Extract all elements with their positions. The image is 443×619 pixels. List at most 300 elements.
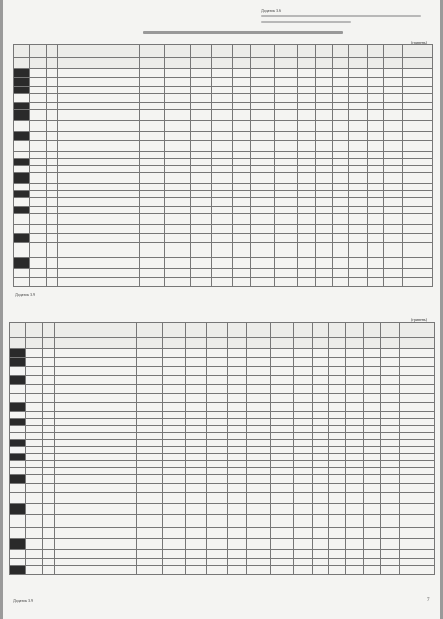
table-cell	[190, 159, 211, 166]
table-cell	[402, 269, 432, 278]
table-cell	[26, 403, 42, 412]
table-cell	[402, 243, 432, 258]
table-cell	[190, 207, 211, 214]
table-cell	[46, 132, 58, 141]
table-cell	[10, 440, 26, 447]
table-cell	[367, 45, 383, 58]
table-cell	[228, 403, 247, 412]
table-cell	[228, 504, 247, 515]
table-cell	[26, 504, 42, 515]
table-cell	[329, 475, 345, 484]
table-cell	[399, 433, 434, 440]
table-cell	[14, 87, 30, 94]
table-row	[10, 461, 435, 468]
table-cell	[274, 78, 297, 87]
table-cell	[46, 58, 58, 69]
table-cell	[190, 234, 211, 243]
table-cell	[251, 198, 274, 207]
table-cell	[207, 493, 228, 504]
table-cell	[402, 58, 432, 69]
table-cell	[58, 45, 139, 58]
table-row	[10, 376, 435, 385]
table-cell	[42, 484, 54, 493]
table-cell	[247, 559, 270, 566]
table-cell	[312, 447, 328, 454]
table-cell	[399, 440, 434, 447]
table-cell	[345, 419, 364, 426]
table-cell	[329, 440, 345, 447]
table-cell	[139, 141, 165, 152]
table-cell	[332, 214, 348, 225]
table-cell	[54, 484, 136, 493]
table-cell	[349, 191, 368, 198]
table-cell	[165, 278, 191, 287]
table-cell	[383, 78, 402, 87]
table-cell	[270, 461, 293, 468]
table-cell	[349, 87, 368, 94]
table-cell	[380, 338, 399, 349]
table-cell	[364, 539, 380, 550]
table-cell	[247, 376, 270, 385]
table-cell	[247, 461, 270, 468]
table-cell	[251, 141, 274, 152]
table-cell	[329, 566, 345, 575]
table-cell	[294, 376, 313, 385]
table-cell	[211, 234, 232, 243]
table-cell	[186, 493, 207, 504]
table-cell	[207, 447, 228, 454]
table-cell	[162, 440, 185, 447]
table-row	[10, 566, 435, 575]
table-cell	[345, 528, 364, 539]
table-cell	[58, 141, 139, 152]
table-row	[10, 433, 435, 440]
table-cell	[329, 447, 345, 454]
table-cell	[30, 58, 46, 69]
table-cell	[251, 207, 274, 214]
table-cell	[274, 234, 297, 243]
table-cell	[364, 394, 380, 403]
table-cell	[190, 132, 211, 141]
table-cell	[270, 454, 293, 461]
table-cell	[364, 493, 380, 504]
table-cell	[162, 566, 185, 575]
table-cell	[10, 403, 26, 412]
table-cell	[211, 94, 232, 103]
table-cell	[46, 121, 58, 132]
table-cell	[312, 504, 328, 515]
table-cell	[211, 198, 232, 207]
table-cell	[136, 440, 162, 447]
table-row	[10, 367, 435, 376]
table-cell	[270, 426, 293, 433]
table-cell	[399, 550, 434, 559]
table-cell	[294, 539, 313, 550]
table-cell	[30, 173, 46, 184]
table-cell	[54, 323, 136, 338]
table-cell	[399, 566, 434, 575]
table-row	[10, 385, 435, 394]
table-cell	[312, 440, 328, 447]
table-cell	[211, 159, 232, 166]
table-cell	[297, 173, 316, 184]
table-cell	[312, 468, 328, 475]
table-cell	[380, 566, 399, 575]
table-cell	[274, 207, 297, 214]
table-cell	[247, 493, 270, 504]
table-cell	[26, 440, 42, 447]
table-cell	[329, 367, 345, 376]
table-cell	[228, 515, 247, 528]
table-cell	[332, 258, 348, 269]
table-row	[10, 419, 435, 426]
table-cell	[228, 426, 247, 433]
table-cell	[399, 484, 434, 493]
table-cell	[297, 184, 316, 191]
table-cell	[30, 45, 46, 58]
table-cell	[247, 358, 270, 367]
table-cell	[228, 376, 247, 385]
table-cell	[367, 141, 383, 152]
table-cell	[402, 234, 432, 243]
table-cell	[42, 385, 54, 394]
table-cell	[30, 191, 46, 198]
table-cell	[186, 349, 207, 358]
table-cell	[297, 234, 316, 243]
table-row	[10, 454, 435, 461]
table-cell	[54, 403, 136, 412]
table-cell	[364, 323, 380, 338]
table-cell	[186, 419, 207, 426]
table-cell	[186, 539, 207, 550]
table-cell	[345, 376, 364, 385]
table-cell	[399, 493, 434, 504]
table-cell	[247, 412, 270, 419]
table-cell	[232, 110, 251, 121]
table-cell	[190, 152, 211, 159]
table-cell	[228, 385, 247, 394]
table-cell	[58, 269, 139, 278]
table-cell	[383, 278, 402, 287]
table-cell	[58, 58, 139, 69]
table-cell	[274, 121, 297, 132]
table-cell	[294, 468, 313, 475]
table-cell	[329, 515, 345, 528]
table-cell	[211, 191, 232, 198]
table-cell	[26, 484, 42, 493]
table-cell	[42, 323, 54, 338]
table-cell	[294, 338, 313, 349]
table-cell	[345, 338, 364, 349]
table-cell	[54, 412, 136, 419]
table-cell	[42, 493, 54, 504]
table-cell	[207, 403, 228, 412]
table-cell	[349, 159, 368, 166]
table-cell	[270, 504, 293, 515]
table-cell	[232, 207, 251, 214]
table-cell	[46, 225, 58, 234]
table-cell	[274, 69, 297, 78]
table-cell	[274, 173, 297, 184]
table-cell	[46, 173, 58, 184]
table-row	[10, 504, 435, 515]
table-cell	[367, 225, 383, 234]
table-cell	[46, 184, 58, 191]
table-cell	[270, 367, 293, 376]
table-cell	[364, 550, 380, 559]
table-cell	[42, 528, 54, 539]
annex-text-line	[261, 21, 351, 23]
table-row	[10, 528, 435, 539]
table-cell	[364, 349, 380, 358]
table-cell	[228, 367, 247, 376]
table-cell	[274, 87, 297, 94]
table-cell	[190, 214, 211, 225]
table-cell	[58, 87, 139, 94]
table-cell	[251, 234, 274, 243]
table-cell	[162, 475, 185, 484]
table-cell	[329, 559, 345, 566]
table-cell	[316, 45, 332, 58]
table-cell	[402, 103, 432, 110]
table-row	[10, 559, 435, 566]
table-row	[10, 475, 435, 484]
table-cell	[270, 323, 293, 338]
table-cell	[329, 550, 345, 559]
table-cell	[329, 504, 345, 515]
table-cell	[190, 269, 211, 278]
table-cell	[228, 468, 247, 475]
table-cell	[46, 159, 58, 166]
table-cell	[380, 358, 399, 367]
table-cell	[380, 475, 399, 484]
table-cell	[42, 468, 54, 475]
table-cell	[232, 198, 251, 207]
table-cell	[367, 173, 383, 184]
table-cell	[297, 159, 316, 166]
table-cell	[332, 94, 348, 103]
table-cell	[349, 103, 368, 110]
table-cell	[42, 426, 54, 433]
table-cell	[380, 403, 399, 412]
table-cell	[232, 58, 251, 69]
table-cell	[58, 191, 139, 198]
table-cell	[297, 191, 316, 198]
table-cell	[207, 515, 228, 528]
table-cell	[42, 475, 54, 484]
table-row	[14, 103, 433, 110]
table-cell	[251, 258, 274, 269]
table-cell	[345, 447, 364, 454]
table-cell	[26, 385, 42, 394]
table-cell	[312, 454, 328, 461]
table-cell	[247, 349, 270, 358]
table-cell	[294, 358, 313, 367]
table-cell	[332, 132, 348, 141]
table-cell	[380, 539, 399, 550]
table-cell	[316, 234, 332, 243]
table-cell	[162, 376, 185, 385]
table-row	[14, 234, 433, 243]
table-cell	[139, 103, 165, 110]
table-cell	[139, 121, 165, 132]
table-cell	[247, 419, 270, 426]
table-cell	[165, 191, 191, 198]
table-cell	[207, 367, 228, 376]
table-cell	[54, 550, 136, 559]
table-cell	[10, 550, 26, 559]
table-cell	[251, 278, 274, 287]
table-cell	[211, 152, 232, 159]
table-cell	[26, 338, 42, 349]
table-cell	[165, 173, 191, 184]
table-cell	[26, 447, 42, 454]
table-cell	[349, 278, 368, 287]
table-cell	[136, 539, 162, 550]
table-cell	[207, 468, 228, 475]
table-row	[10, 358, 435, 367]
table-cell	[228, 461, 247, 468]
table-cell	[364, 440, 380, 447]
table-cell	[349, 69, 368, 78]
table-cell	[399, 403, 434, 412]
table-cell	[186, 504, 207, 515]
table-cell	[399, 475, 434, 484]
table-cell	[367, 207, 383, 214]
table-cell	[232, 278, 251, 287]
table-cell	[367, 69, 383, 78]
table-cell	[312, 461, 328, 468]
table-cell	[58, 173, 139, 184]
table-row	[14, 258, 433, 269]
table-cell	[294, 385, 313, 394]
table-cell	[139, 87, 165, 94]
table-cell	[54, 385, 136, 394]
table-cell	[251, 78, 274, 87]
table-cell	[294, 433, 313, 440]
table-cell	[332, 198, 348, 207]
table-cell	[274, 94, 297, 103]
table-cell	[364, 403, 380, 412]
table-cell	[399, 349, 434, 358]
table-cell	[58, 184, 139, 191]
table-cell	[10, 419, 26, 426]
table-cell	[139, 234, 165, 243]
table-cell	[232, 225, 251, 234]
table-cell	[294, 426, 313, 433]
table-cell	[228, 566, 247, 575]
table-cell	[332, 278, 348, 287]
table-cell	[207, 454, 228, 461]
table-cell	[190, 278, 211, 287]
table-cell	[247, 468, 270, 475]
table-cell	[274, 103, 297, 110]
table-cell	[367, 87, 383, 94]
table-cell	[58, 258, 139, 269]
table-cell	[186, 338, 207, 349]
table-cell	[30, 166, 46, 173]
table-cell	[165, 78, 191, 87]
table-cell	[190, 198, 211, 207]
table-cell	[54, 461, 136, 468]
table-cell	[10, 367, 26, 376]
table-cell	[270, 559, 293, 566]
table-cell	[312, 412, 328, 419]
table-cell	[316, 152, 332, 159]
table-cell	[383, 225, 402, 234]
table-row	[14, 132, 433, 141]
table-cell	[399, 454, 434, 461]
table-cell	[190, 225, 211, 234]
table-cell	[190, 166, 211, 173]
table-cell	[399, 515, 434, 528]
table-cell	[58, 110, 139, 121]
table-cell	[402, 159, 432, 166]
table-cell	[186, 515, 207, 528]
table-cell	[312, 433, 328, 440]
table-cell	[139, 132, 165, 141]
header-row	[14, 45, 433, 58]
table-cell	[383, 214, 402, 225]
table-cell	[345, 323, 364, 338]
table-cell	[297, 69, 316, 78]
table-cell	[46, 78, 58, 87]
table-cell	[190, 110, 211, 121]
table-cell	[186, 376, 207, 385]
table-cell	[316, 110, 332, 121]
table-cell	[332, 87, 348, 94]
table-cell	[26, 539, 42, 550]
table-cell	[402, 94, 432, 103]
table-cell	[367, 198, 383, 207]
table-cell	[30, 207, 46, 214]
table-cell	[329, 419, 345, 426]
table-cell	[332, 207, 348, 214]
table-cell	[380, 484, 399, 493]
table-cell	[367, 94, 383, 103]
table-cell	[228, 412, 247, 419]
table-cell	[380, 504, 399, 515]
table-cell	[42, 539, 54, 550]
table-cell	[211, 214, 232, 225]
table-cell	[364, 504, 380, 515]
table-cell	[58, 225, 139, 234]
table-row	[14, 121, 433, 132]
table-row	[14, 191, 433, 198]
table-cell	[383, 258, 402, 269]
table-cell	[312, 528, 328, 539]
table-cell	[270, 484, 293, 493]
table-cell	[402, 191, 432, 198]
table-cell	[30, 110, 46, 121]
table-cell	[228, 539, 247, 550]
table-cell	[186, 461, 207, 468]
table-cell	[139, 58, 165, 69]
table-cell	[294, 566, 313, 575]
table-cell	[26, 468, 42, 475]
table-cell	[211, 132, 232, 141]
table-cell	[10, 338, 26, 349]
table-cell	[46, 103, 58, 110]
table-cell	[364, 475, 380, 484]
table-cell	[274, 225, 297, 234]
table-cell	[399, 412, 434, 419]
table-title	[143, 31, 343, 34]
table-cell	[383, 69, 402, 78]
table-cell	[270, 440, 293, 447]
table-cell	[251, 103, 274, 110]
table-cell	[297, 258, 316, 269]
